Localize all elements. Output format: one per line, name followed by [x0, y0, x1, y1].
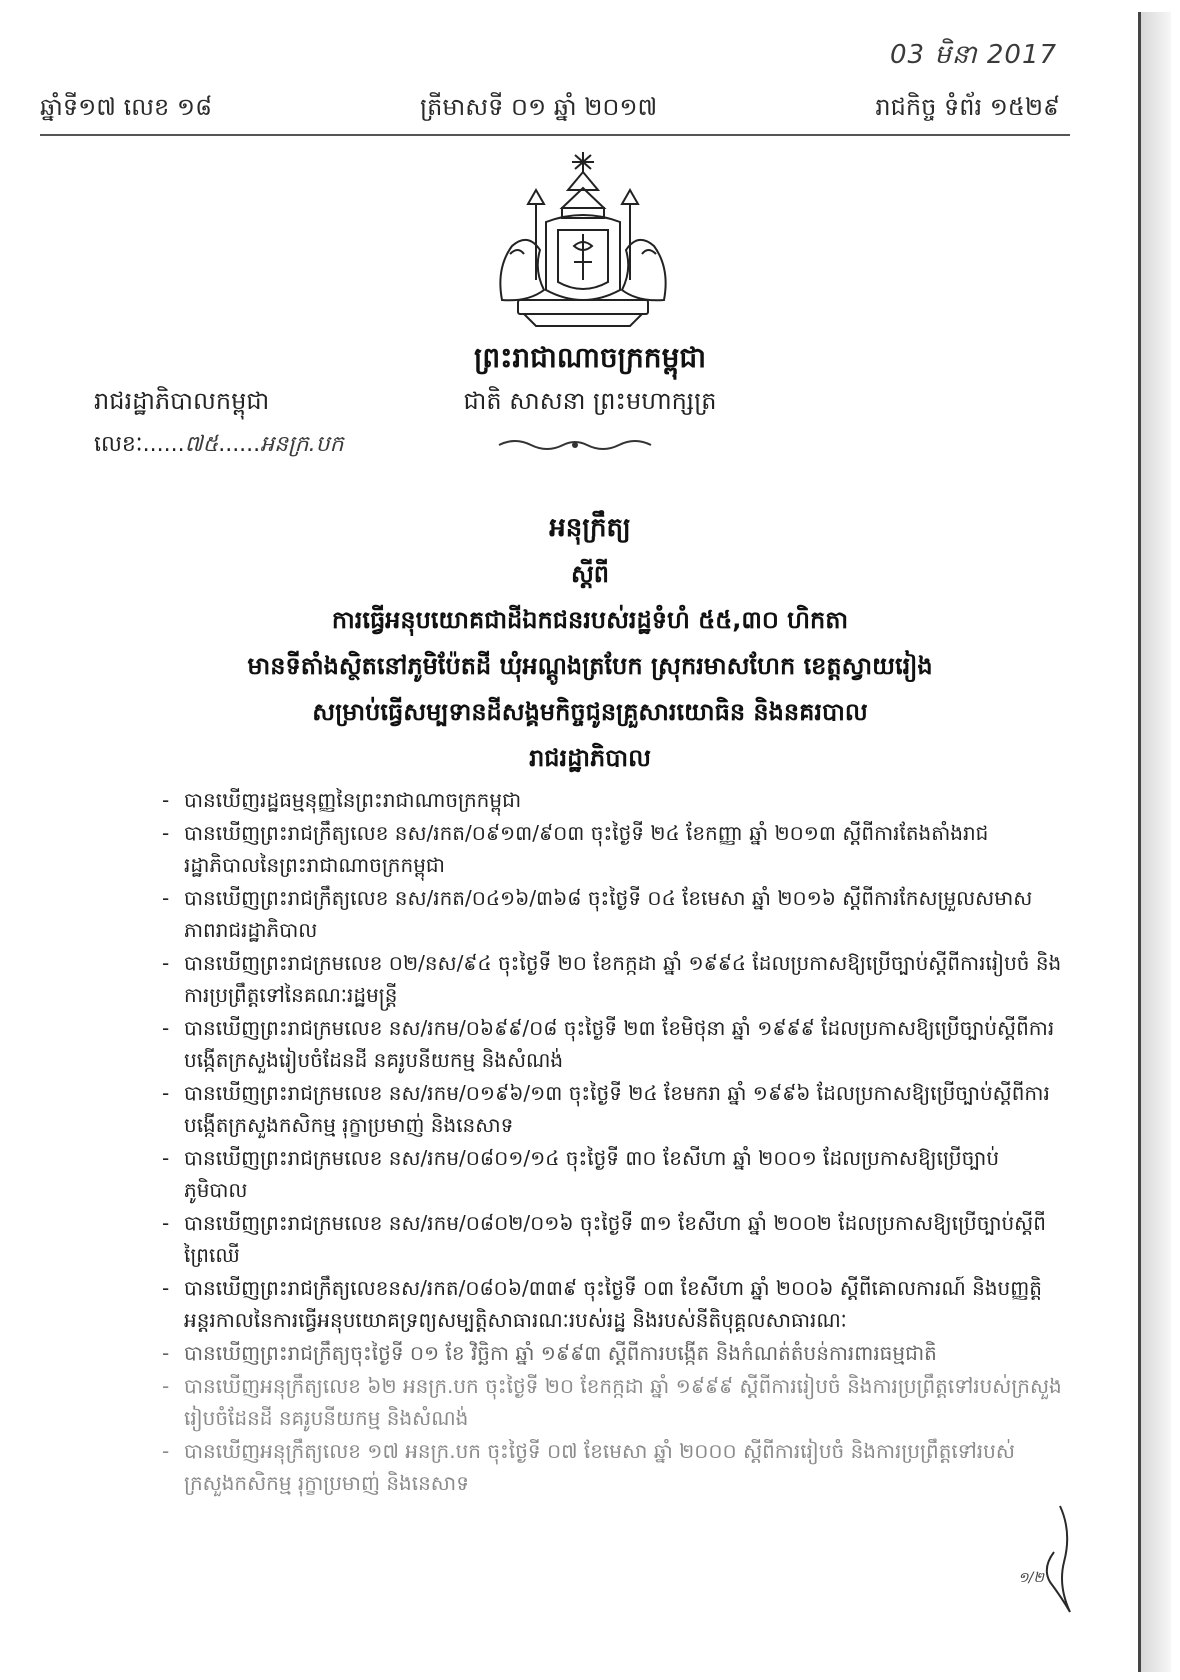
- decree-title-line-3: សម្រាប់ធ្វើសម្បទានដីសង្គមកិច្ចជូនគ្រួសារយោធិន និងនគរបាល: [312, 698, 868, 726]
- royal-coat-of-arms-icon: [488, 150, 678, 330]
- kingdom-name: ព្រះរាជាណាចក្រកម្ពុជា: [473, 341, 706, 374]
- consideration-item: - បានឃើញព្រះរាជក្រឹត្យលេខ នស/រកត/០៤១៦/៣៦៨ ចុះថ្ងៃទី ០៤ ខែមេសា ឆ្នាំ ២០១៦ ស្តីពីការកែសម្រួលសមាសភាពរាជរដ្ឋាភិបាល: [162, 882, 1062, 946]
- document-number: លេខៈ......៧៥......អនក្រ.បក: [94, 432, 344, 457]
- header-rule: [40, 134, 1070, 136]
- consideration-item: - បានឃើញព្រះរាជក្រមលេខ នស/រកម/០៨០១/១៤ ចុះថ្ងៃទី ៣០ ខែសីហា ឆ្នាំ ២០០១ ដែលប្រកាសឱ្យប្រើច្បាប់ភូមិបាល: [162, 1142, 1062, 1206]
- consideration-item: - បានឃើញព្រះរាជក្រឹត្យលេខនស/រកត/០៨០៦/៣៣៩ ចុះថ្ងៃទី ០៣ ខែសីហា ឆ្នាំ ២០០៦ ស្តីពីគោលការណ៍ និងបញ្ញត្តិអន្តរកាលនៃការធ្វើអនុបយោគទ្រព្យសម្បត្តិសាធារណៈរបស់រដ្ឋ និងរបស់នីតិបុគ្គលសាធារណៈ: [162, 1272, 1062, 1336]
- gazette-date: ត្រីមាសទី ០១ ឆ្នាំ ២០១៧: [420, 93, 658, 121]
- consideration-item: - បានឃើញអនុក្រឹត្យលេខ ៦២ អនក្រ.បក ចុះថ្ងៃទី ២០ ខែកក្កដា ឆ្នាំ ១៩៩៩ ស្តីពីការរៀបចំ និងការប្រព្រឹត្តទៅរបស់ក្រសួងរៀបចំដែនដី នគរូបនីយកម្ម និងសំណង់: [162, 1370, 1062, 1434]
- gazette-page: រាជកិច្ច ទំព័រ ១៥២៩: [875, 93, 1060, 121]
- decree-type: អនុក្រឹត្យ: [549, 513, 631, 543]
- gazette-header: [40, 92, 1060, 128]
- consideration-item: - បានឃើញរដ្ឋធម្មនុញ្ញនៃព្រះរាជាណាចក្រកម្ពុជា: [162, 784, 1062, 816]
- decree-about: ស្តីពី: [570, 560, 610, 588]
- motto-ornament-icon: [495, 437, 655, 453]
- national-motto: ជាតិ សាសនា ព្រះមហាក្សត្រ: [463, 387, 717, 415]
- consideration-item: - បានឃើញព្រះរាជក្រមលេខ នស/រកម/០៨០២/០១៦ ចុះថ្ងៃទី ៣១ ខែសីហា ឆ្នាំ ២០០២ ដែលប្រកាសឱ្យប្រើច្បាប់ស្តីពីព្រៃឈើ: [162, 1207, 1062, 1271]
- consideration-item: - បានឃើញព្រះរាជក្រឹត្យចុះថ្ងៃទី ០១ ខែ វិច្ឆិកា ឆ្នាំ ១៩៩៣ ស្តីពីការបង្កើត និងកំណត់តំបន់ការពារធម្មជាតិ: [162, 1337, 1062, 1369]
- decree-title-line-1: ការធ្វើអនុបយោគជាដីឯកជនរបស់រដ្ឋទំហំ ៥៥,៣០ ហិកតា: [331, 606, 849, 634]
- document-number-suffix: អនក្រ.បក: [260, 432, 344, 457]
- scan-edge-line: [1138, 12, 1141, 1672]
- considerations-list: [162, 784, 1062, 1500]
- government-name: រាជរដ្ឋាភិបាលកម្ពុជា: [94, 387, 270, 415]
- scan-edge-shadow: [1141, 12, 1171, 1672]
- decree-title: [160, 505, 1020, 781]
- handwritten-date: 03 មិនា 2017: [890, 40, 1058, 70]
- document-number-value: ៧៥: [184, 432, 219, 457]
- page-number: ១/២: [1018, 1570, 1044, 1586]
- signature-initial-icon: [1020, 1502, 1080, 1622]
- consideration-item: - បានឃើញព្រះរាជក្រឹត្យលេខ នស/រកត/០៩១៣/៩០៣ ចុះថ្ងៃទី ២៤ ខែកញ្ញា ឆ្នាំ ២០១៣ ស្តីពីការតែងតាំងរាជរដ្ឋាភិបាលនៃព្រះរាជាណាចក្រកម្ពុជា: [162, 817, 1062, 881]
- decree-issuer: រាជរដ្ឋាភិបាល: [529, 744, 651, 772]
- decree-title-line-2: មានទីតាំងស្ថិតនៅភូមិប៉ែតដី ឃុំអណ្ដូងត្របែក ស្រុករមាសហែក ខេត្តស្វាយរៀង: [247, 652, 933, 680]
- consideration-item: - បានឃើញព្រះរាជក្រមលេខ នស/រកម/០១៩៦/១៣ ចុះថ្ងៃទី ២៤ ខែមករា ឆ្នាំ ១៩៩៦ ដែលប្រកាសឱ្យប្រើច្បាប់ស្តីពីការបង្កើតក្រសួងកសិកម្ម រុក្ខាប្រមាញ់ និងនេសាទ: [162, 1077, 1062, 1141]
- consideration-item: - បានឃើញព្រះរាជក្រមលេខ នស/រកម/០៦៩៩/០៨ ចុះថ្ងៃទី ២៣ ខែមិថុនា ឆ្នាំ ១៩៩៩ ដែលប្រកាសឱ្យប្រើច្បាប់ស្តីពីការបង្កើតក្រសួងរៀបចំដែនដី នគរូបនីយកម្ម និងសំណង់: [162, 1012, 1062, 1076]
- consideration-item: - បានឃើញព្រះរាជក្រមលេខ ០២/នស/៩៤ ចុះថ្ងៃទី ២០ ខែកក្កដា ឆ្នាំ ១៩៩៤ ដែលប្រកាសឱ្យប្រើច្បាប់ស្តីពីការរៀបចំ និងការប្រព្រឹត្តទៅនៃគណៈរដ្ឋមន្ត្រី: [162, 947, 1062, 1011]
- document-number-prefix: លេខៈ: [94, 432, 143, 457]
- gazette-issue: ឆ្នាំទី១៧ លេខ ១៨: [40, 93, 213, 121]
- consideration-item: - បានឃើញអនុក្រឹត្យលេខ ១៧ អនក្រ.បក ចុះថ្ងៃទី ០៧ ខែមេសា ឆ្នាំ ២០០០ ស្តីពីការរៀបចំ និងការប្រព្រឹត្តទៅរបស់ក្រសួងកសិកម្ម រុក្ខាប្រមាញ់ និងនេសាទ: [162, 1435, 1062, 1499]
